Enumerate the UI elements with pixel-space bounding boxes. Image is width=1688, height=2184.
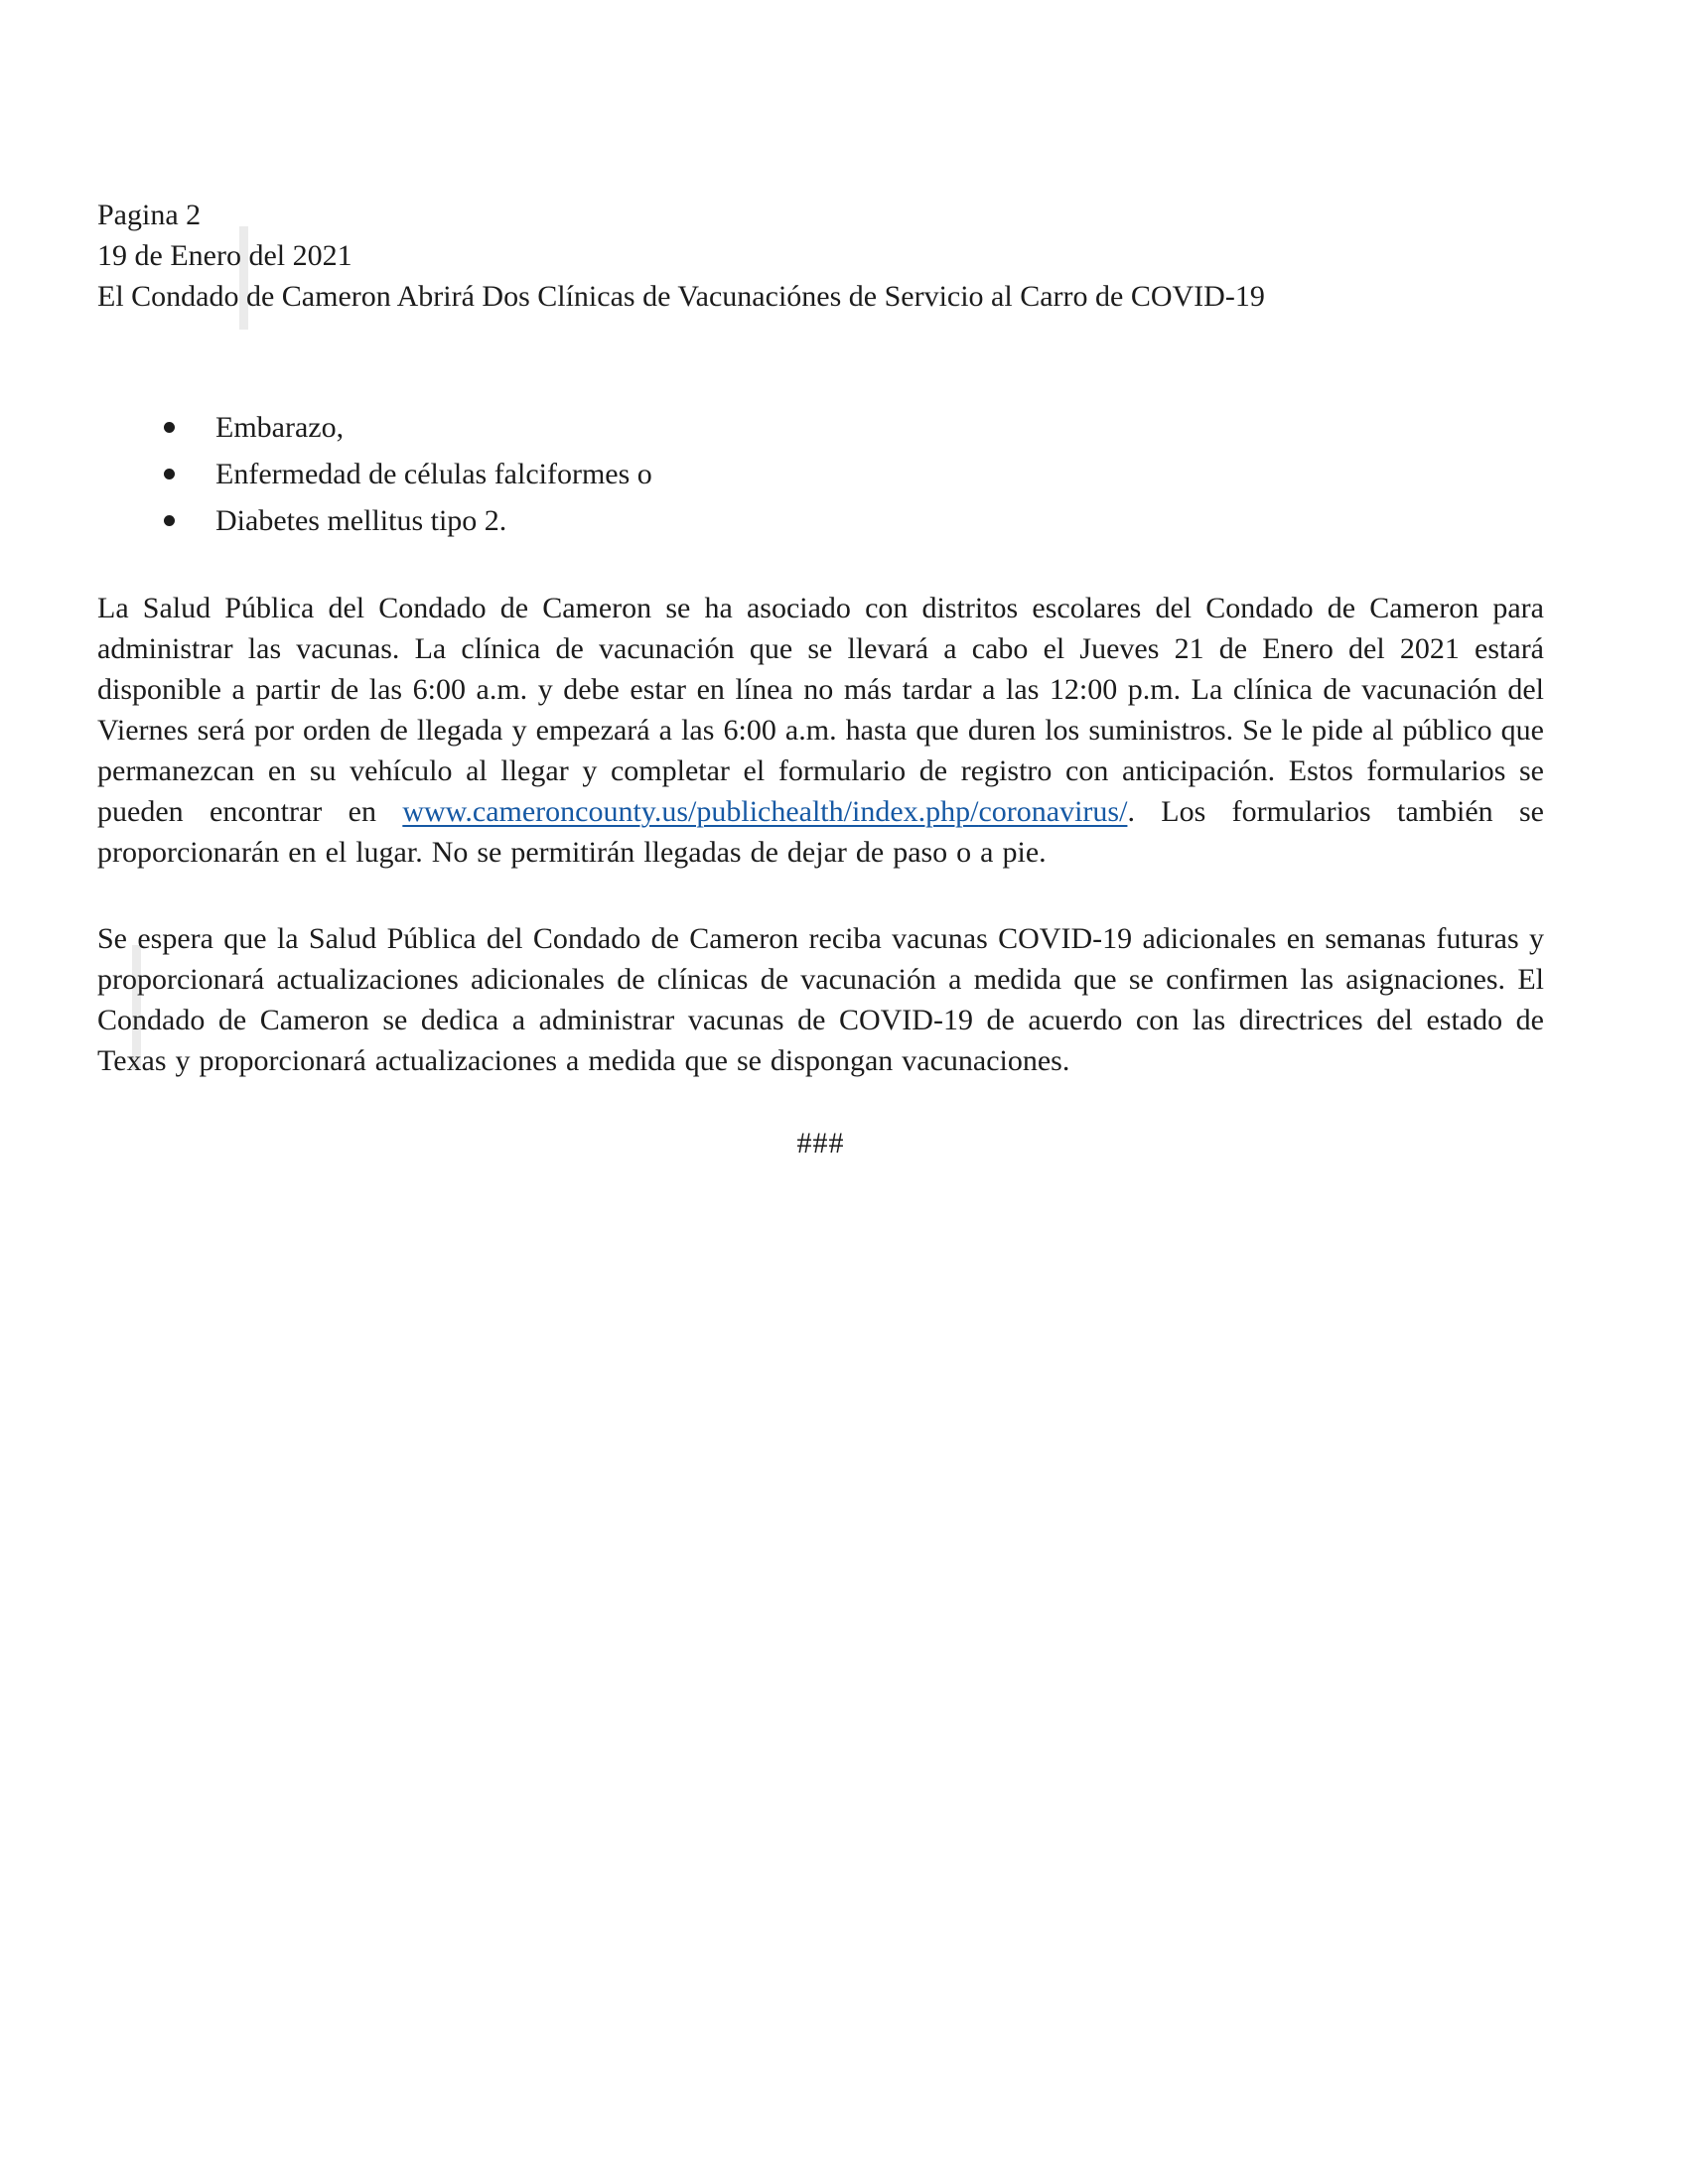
list-item-text: Enfermedad de células falciformes o bbox=[215, 458, 652, 490]
end-of-release-mark: ### bbox=[796, 1127, 845, 1160]
document-header bbox=[97, 195, 1544, 317]
list-item bbox=[97, 404, 1544, 451]
page-number: Pagina 2 bbox=[97, 199, 202, 231]
list-item bbox=[97, 497, 1544, 544]
risk-conditions-list bbox=[97, 404, 1544, 544]
list-item-text: Diabetes mellitus tipo 2. bbox=[215, 504, 507, 537]
bullet-icon bbox=[164, 515, 175, 526]
list-item bbox=[97, 451, 1544, 497]
registration-forms-link-part2[interactable]: coronavirus/ bbox=[978, 795, 1128, 828]
paragraph-clinic-details bbox=[97, 588, 1544, 873]
date-line: 19 de Enero del 2021 bbox=[97, 239, 352, 272]
bullet-icon bbox=[164, 469, 175, 479]
list-item-text: Embarazo, bbox=[215, 411, 345, 444]
paragraph-text-after-link: . Los formularios también se proporcionarán en el lugar. No se permitirán llegadas de dejar de paso o a pie. bbox=[97, 795, 1545, 869]
paragraph-text-before-link: La Salud Pública del Condado de Cameron se ha asociado con distritos escolares del Condado de Cameron para administrar las vacunas. La clínica de vacunación que se llevará a cabo el Jueves 21 de Enero del 2021 estará disponible a partir de las 6:00 a.m. y debe estar en línea no más tardar a las 12:00 p.m. La clínica de vacunación del Viernes será por orden de llegada y empezará a las 6:00 a.m. hasta que duren los suministros. Se le pide al público que permanezcan en su vehículo al llegar y completar el formulario de registro con anticipación. Estos formularios se pueden encontrar en bbox=[97, 592, 1544, 828]
bullet-icon bbox=[164, 422, 175, 433]
paragraph-future-updates: Se espera que la Salud Pública del Condado de Cameron reciba vacunas COVID-19 adicionales en semanas futuras y proporcionará actualizaciones adicionales de clínicas de vacunación a medida que se confirmen las asignaciones. El Condado de Cameron se dedica a administrar vacunas de COVID-19 de acuerdo con las directrices del estado de Texas y proporcionará actualizaciones a medida que se dispongan vacunaciones. bbox=[97, 922, 1544, 1077]
registration-forms-link-part1[interactable]: www.cameroncounty.us/publichealth/index.php/ bbox=[402, 795, 979, 828]
document-title: El Condado de Cameron Abrirá Dos Clínicas de Vacunaciónes de Servicio al Carro de COVID-19 bbox=[97, 280, 1265, 313]
